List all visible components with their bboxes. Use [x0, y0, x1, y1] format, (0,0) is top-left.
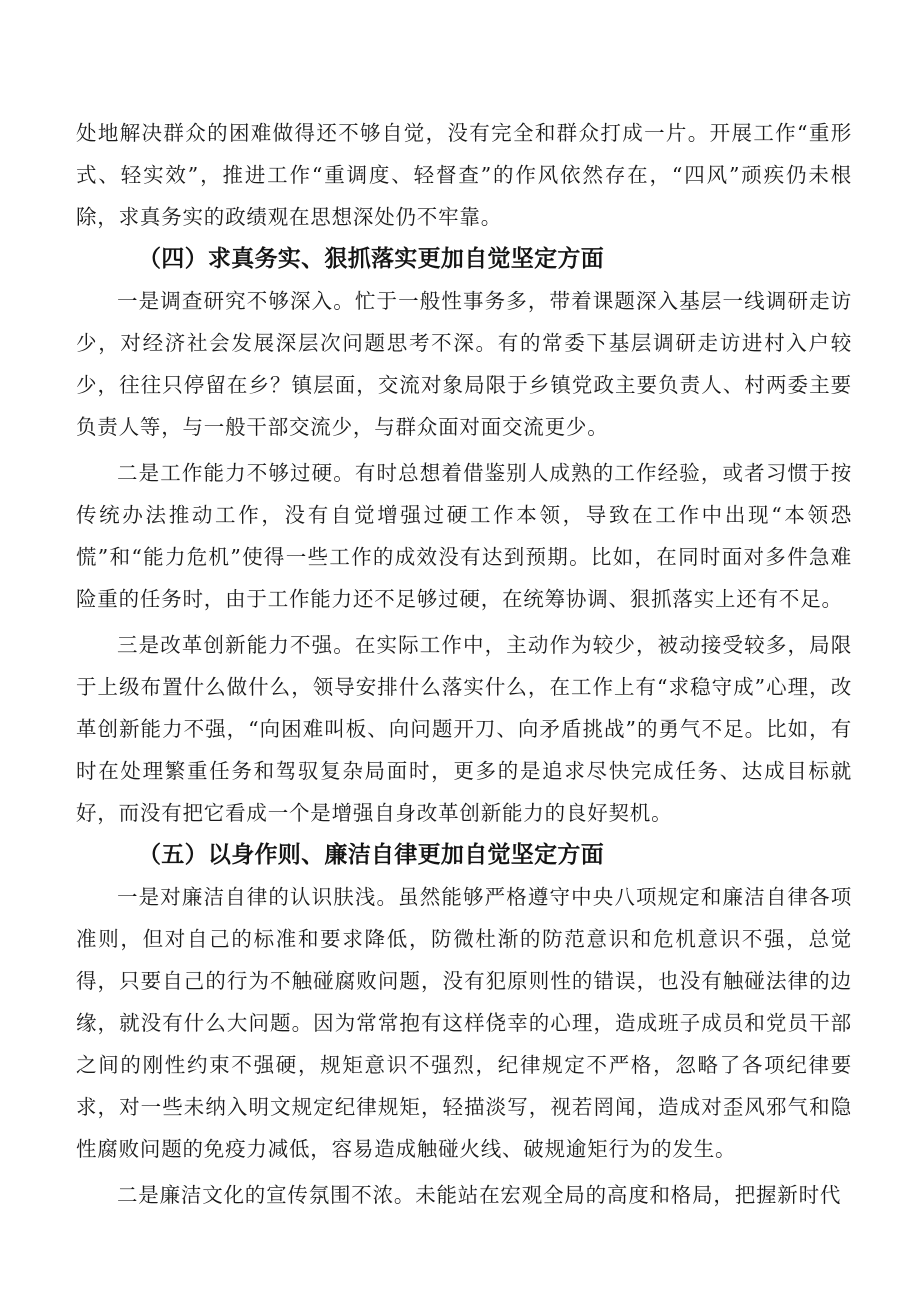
document-body: [76, 112, 852, 1216]
body-paragraph: 三是改革创新能力不强。在实际工作中，主动作为较少，被动接受较多，局限于上级布置什么做什么，领导安排什么落实什么，在工作上有“求稳守成”心理，改革创新能力不强，“向困难叫板、向问题开刀、向矛盾挑战”的勇气不足。比如，有时在处理繁重任务和驾驭复杂局面时，更多的是追求尽快完成任务、达成目标就好，而没有把它看成一个是增强自身改革创新能力的良好契机。: [76, 633, 852, 825]
body-paragraph: 二是廉洁文化的宣传氛围不浓。未能站在宏观全局的高度和格局，把握新时代: [117, 1183, 842, 1207]
body-paragraph: 处地解决群众的困难做得还不够自觉，没有完全和群众打成一片。开展工作“重形式、轻实效”，推进工作“重调度、轻督查”的作风依然存在，“四风”顽疾仍未根除，求真务实的政绩观在思想深处仍不牢靠。: [76, 121, 852, 229]
body-paragraph: 一是调查研究不够深入。忙于一般性事务多，带着课题深入基层一线调研走访少，对经济社会发展深层次问题思考不深。有的常委下基层调研走访进村入户较少，往往只停留在乡？镇层面，交流对象局限于乡镇党政主要负责人、村两委主要负责人等，与一般干部交流少，与群众面对面交流更少。: [76, 289, 852, 439]
section-heading-five: （五）以身作则、廉洁自律更加自觉坚定方面: [138, 842, 604, 868]
body-paragraph: 二是工作能力不够过硬。有时总想着借鉴别人成熟的工作经验，或者习惯于按传统办法推动工作，没有自觉增强过硬工作本领，导致在工作中出现“本领恐慌”和“能力危机”使得一些工作的成效没有达到预期。比如，在同时面对多件急难险重的任务时，由于工作能力还不足够过硬，在统筹协调、狠抓落实上还有不足。: [76, 461, 852, 611]
body-paragraph: 一是对廉洁自律的认识肤浅。虽然能够严格遵守中央八项规定和廉洁自律各项准则，但对自己的标准和要求降低，防微杜渐的防范意识和危机意识不强，总觉得，只要自己的行为不触碰腐败问题，没有犯原则性的错误，也没有触碰法律的边缘，就没有什么大问题。因为常常抱有这样侥幸的心理，造成班子成员和党员干部之间的刚性约束不强硬，规矩意识不强烈，纪律规定不严格，忽略了各项纪律要求，对一些未纳入明文规定纪律规矩，轻描淡写，视若罔闻，造成对歪风邪气和隐性腐败问题的免疫力减低，容易造成触碰火线、破规逾矩行为的发生。: [76, 885, 852, 1161]
section-heading-four: （四）求真务实、狠抓落实更加自觉坚定方面: [138, 246, 604, 272]
